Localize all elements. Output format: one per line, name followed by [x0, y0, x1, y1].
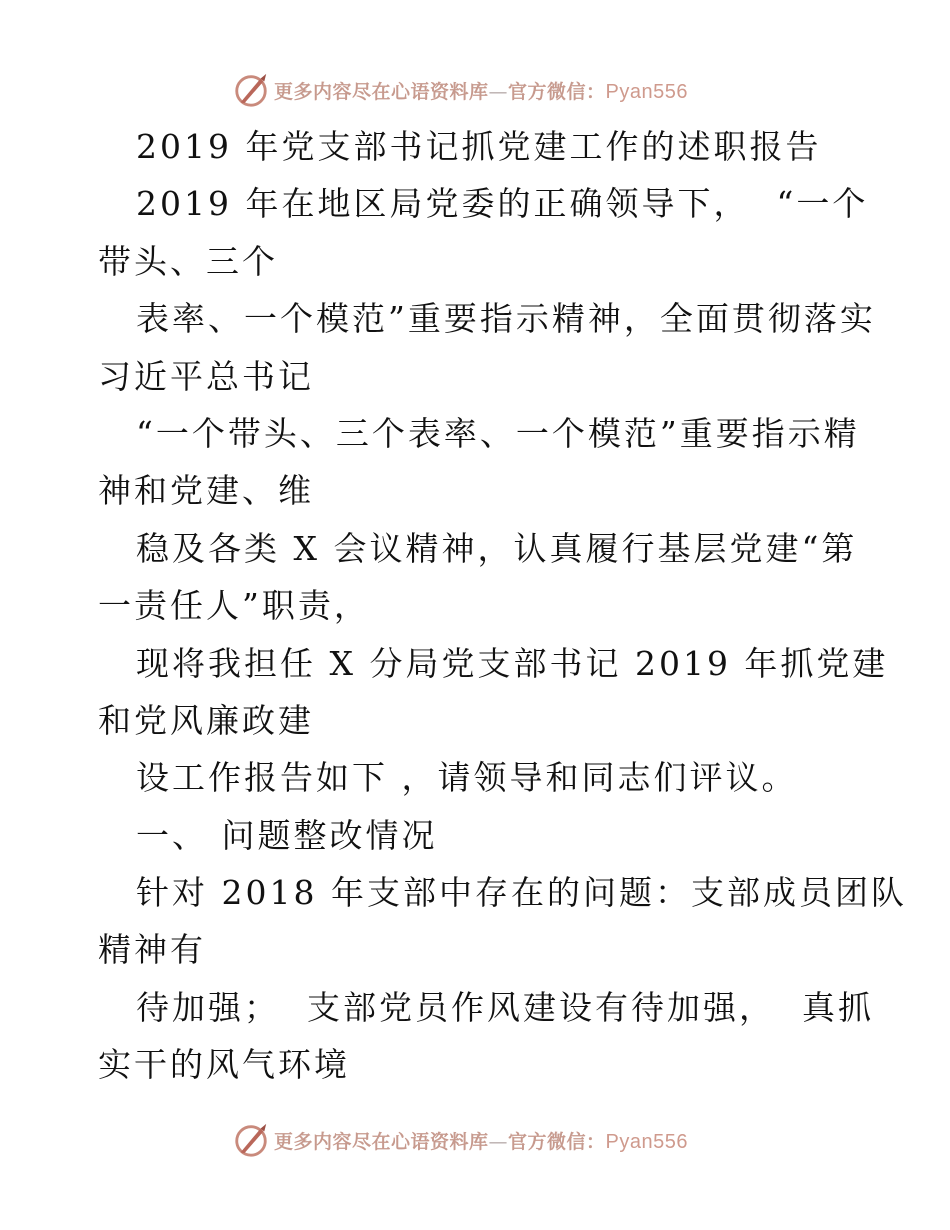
watermark-main-text: 更多内容尽在心语资料库: [274, 80, 489, 103]
paragraph-line: 稳及各类 X 会议精神，认真履行基层党建“第: [136, 528, 858, 568]
header-watermark: [232, 70, 688, 110]
paragraph-line: 神和党建、维: [98, 471, 314, 511]
paragraph-line: 针对 2018 年支部中存在的问题：支部成员团队: [136, 873, 907, 913]
watermark-label: 官方微信：: [508, 1130, 606, 1153]
paragraph-line: 待加强； 支部党员作风建设有待加强， 真抓: [136, 987, 874, 1027]
paragraph-line: 2019 年在地区局党委的正确领导下， “一个: [136, 184, 869, 224]
watermark-account: Pyan556: [605, 80, 688, 103]
paragraph-line: 带头、三个: [98, 241, 278, 281]
footer-watermark: [232, 1120, 688, 1160]
watermark-separator: —: [488, 1130, 509, 1153]
paragraph-line: 习近平总书记: [98, 356, 314, 396]
quill-pen-seal-icon: [232, 71, 270, 109]
paragraph-line: 和党风廉政建: [98, 700, 314, 740]
quill-pen-seal-icon: [232, 1121, 270, 1159]
watermark-label: 官方微信：: [508, 80, 606, 103]
paragraph-line: 表率、一个模范”重要指示精神，全面贯彻落实: [136, 299, 876, 339]
watermark-main-text: 更多内容尽在心语资料库: [274, 1130, 489, 1153]
watermark-separator: —: [488, 80, 509, 103]
document-title: 2019 年党支部书记抓党建工作的述职报告: [136, 127, 822, 166]
paragraph-line: 精神有: [98, 930, 206, 970]
section-heading: 一、 问题整改情况: [136, 815, 438, 855]
paragraph-line: 实干的风气环境: [98, 1045, 350, 1085]
paragraph-line: “一个带头、三个表率、一个模范”重要指示精: [136, 413, 860, 453]
paragraph-line: 一责任人”职责，: [98, 586, 370, 626]
paragraph-line: 现将我担任 X 分局党支部书记 2019 年抓党建: [136, 643, 889, 683]
paragraph-line: 设工作报告如下 ，请领导和同志们评议。: [136, 758, 798, 798]
document-body: [98, 118, 907, 1094]
watermark-account: Pyan556: [605, 1130, 688, 1153]
